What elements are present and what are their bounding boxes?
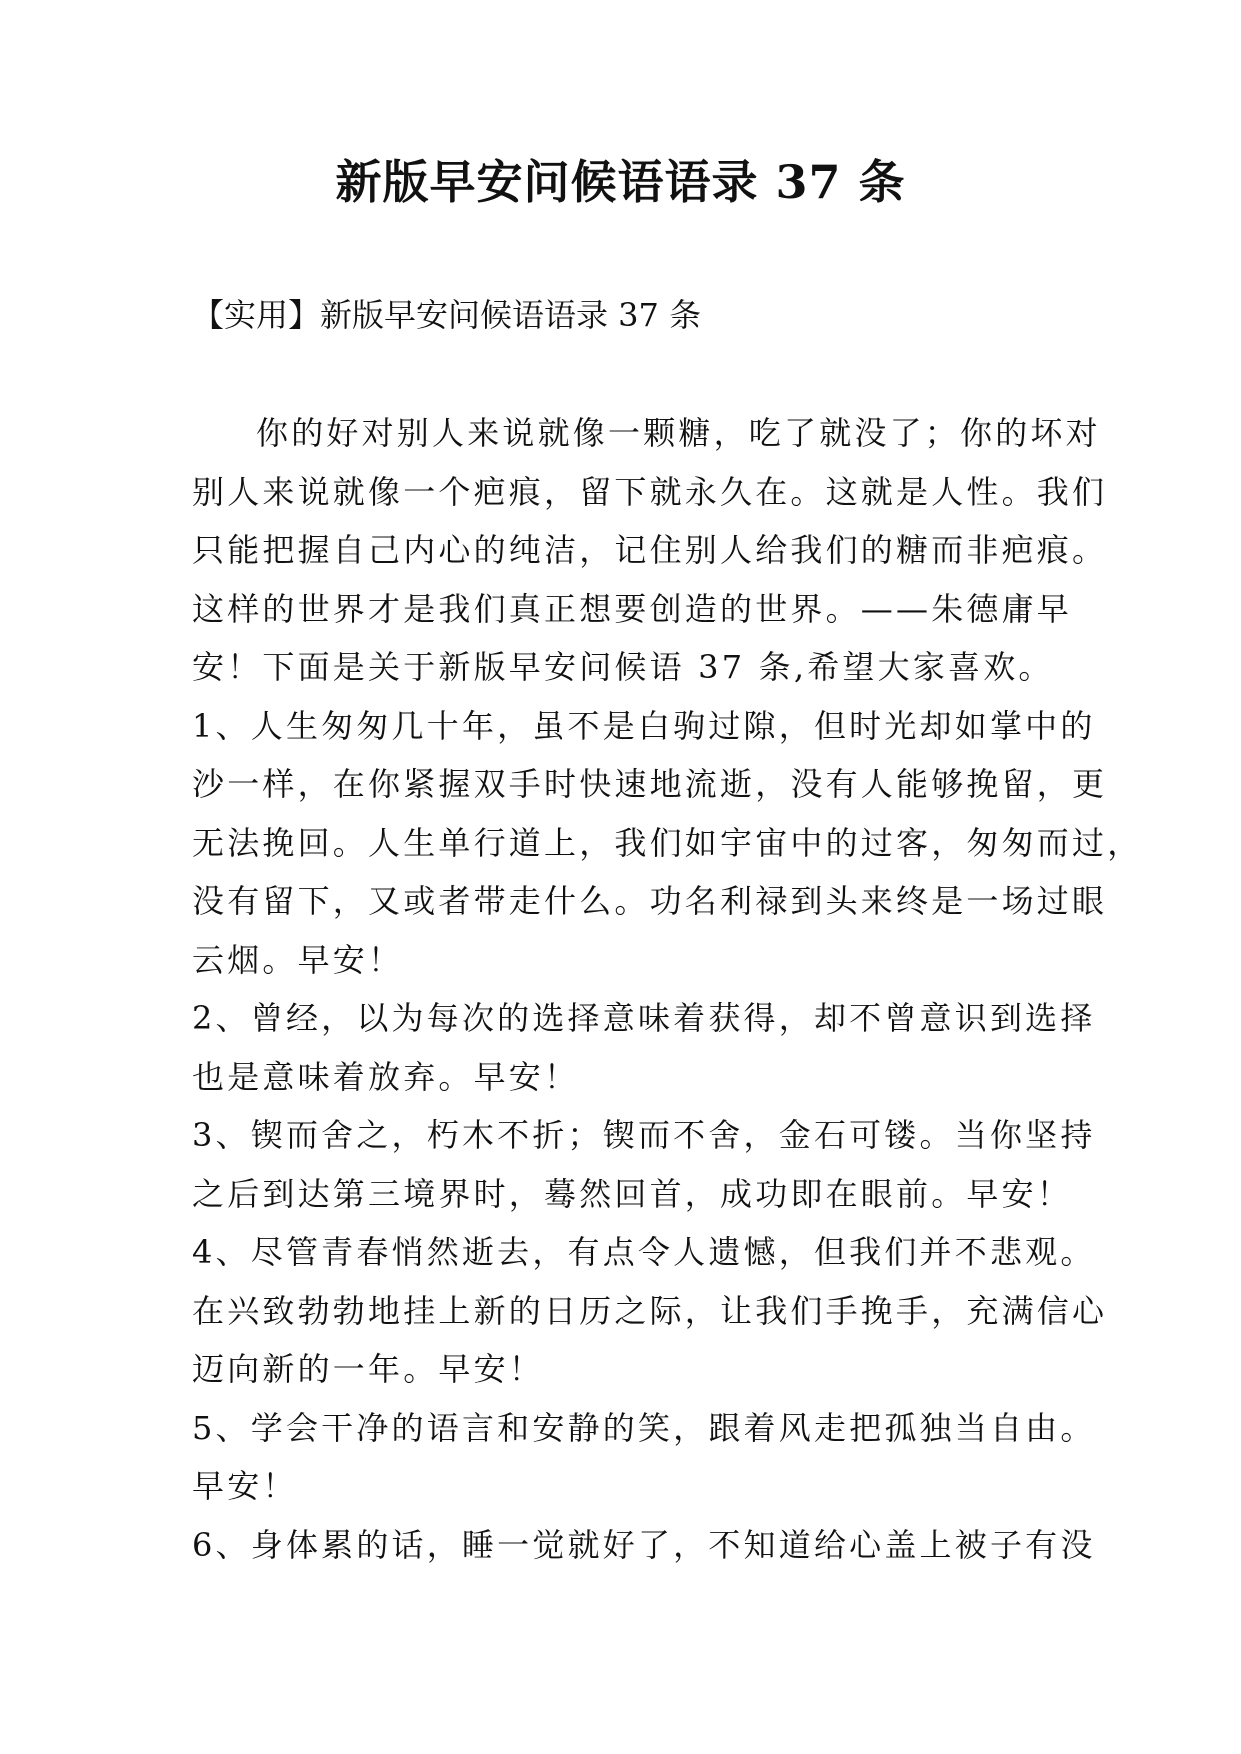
paragraph-line: 也是意味着放弃。早安！ <box>192 1057 580 1096</box>
document-title: 新版早安问候语语录 37 条 <box>335 155 906 209</box>
paragraph-line: 没有留下，又或者带走什么。功名利禄到头来终是一场过眼 <box>192 882 1108 920</box>
paragraph-line: 之后到达第三境界时，蓦然回首，成功即在眼前。早安！ <box>192 1174 1073 1213</box>
document-body <box>192 404 1143 1574</box>
paragraph-line: 你的好对别人来说就像一颗糖，吃了就没了；你的坏对 <box>256 414 1101 452</box>
paragraph-line: 云烟。早安！ <box>192 940 404 979</box>
document-subtitle: 【实用】新版早安问候语语录 37 条 <box>192 296 702 334</box>
paragraph-line: 早安！ <box>192 1467 298 1505</box>
paragraph-line: 只能把握自己内心的纯洁，记住别人给我们的糖而非疤痕。 <box>192 531 1108 569</box>
paragraph-line: 无法挽回。人生单行道上，我们如宇宙中的过客，匆匆而过， <box>192 823 1143 862</box>
paragraph-line: 2、曾经，以为每次的选择意味着获得，却不曾意识到选择 <box>192 999 1096 1037</box>
paragraph-line: 沙一样，在你紧握双手时快速地流逝，没有人能够挽留，更 <box>192 765 1108 803</box>
paragraph-line: 4、尽管青春悄然逝去，有点令人遗憾，但我们并不悲观。 <box>192 1233 1096 1271</box>
paragraph-line: 5、学会干净的语言和安静的笑，跟着风走把孤独当自由。 <box>192 1408 1096 1447</box>
paragraph-line: 别人来说就像一个疤痕，留下就永久在。这就是人性。我们 <box>192 472 1108 511</box>
paragraph-line: 1、人生匆匆几十年，虽不是白驹过隙，但时光却如掌中的 <box>192 706 1096 745</box>
paragraph-line: 迈向新的一年。早安！ <box>192 1350 545 1388</box>
paragraph-line: 安！下面是关于新版早安问候语 37 条,希望大家喜欢。 <box>192 648 1054 686</box>
paragraph-line: 6、身体累的话，睡一觉就好了，不知道给心盖上被子有没 <box>192 1525 1096 1564</box>
paragraph-line: 在兴致勃勃地挂上新的日历之际，让我们手挽手，充满信心 <box>192 1291 1108 1330</box>
paragraph-line: 3、锲而舍之，朽木不折；锲而不舍，金石可镂。当你坚持 <box>192 1116 1096 1154</box>
paragraph-line: 这样的世界才是我们真正想要创造的世界。——朱德庸早 <box>192 589 1073 628</box>
